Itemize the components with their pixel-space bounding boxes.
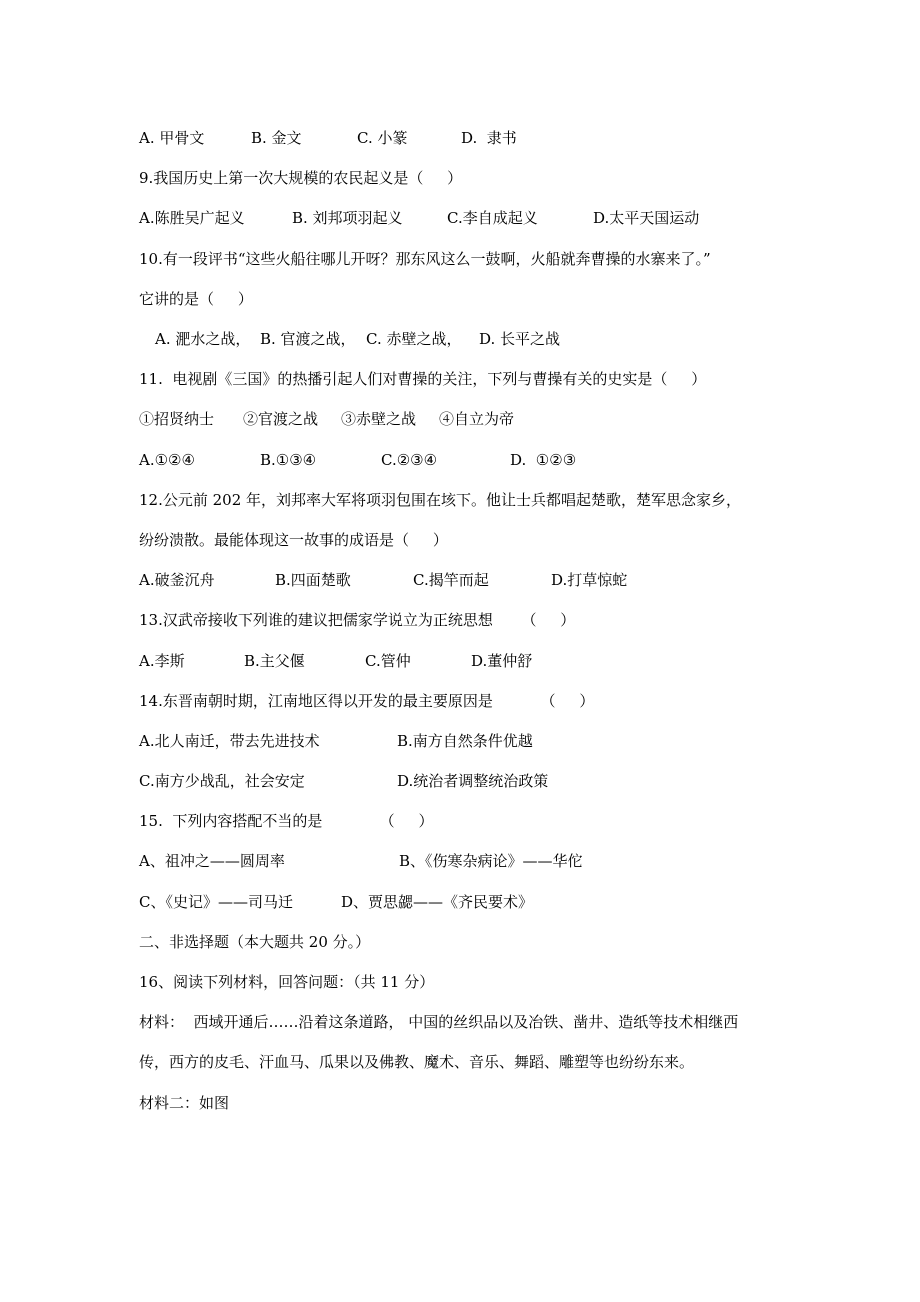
q15-option-a: A、祖冲之——圆周率 — [139, 852, 285, 870]
q13-option-b: B.主父偃 — [244, 652, 305, 670]
q12-option-c: C.揭竿而起 — [413, 571, 489, 589]
q11-option-a: A.①②④ — [139, 451, 195, 469]
q15-options-row2 — [139, 892, 534, 912]
q8-option-b: B. 金文 — [251, 129, 302, 147]
q9-option-b: B. 刘邦项羽起义 — [292, 209, 403, 227]
q12-question-line2: 纷纷溃散。最能体现这一故事的成语是（ ） — [139, 531, 448, 549]
q9-option-c: C.李自成起义 — [447, 209, 538, 227]
q11-item-1: ①招贤纳士 — [139, 410, 215, 428]
q11-options-row — [139, 450, 577, 470]
q15-question: 15. 下列内容搭配不当的是 （ ） — [139, 812, 434, 830]
q14-options-row1 — [139, 731, 533, 751]
q16-material1-line2: 传，西方的皮毛、汗血马、瓜果以及佛教、魔术、音乐、舞蹈、雕塑等也纷纷东来。 — [139, 1053, 695, 1071]
q12-options-row — [139, 570, 628, 590]
q14-question: 14.东晋南朝时期，江南地区得以开发的最主要原因是 （ ） — [139, 692, 595, 710]
q11-items-row — [139, 409, 515, 429]
q8-option-c: C. 小篆 — [357, 129, 408, 147]
q11-option-b: B.①③④ — [260, 451, 317, 469]
q9-question: 9.我国历史上第一次大规模的农民起义是（ ） — [139, 169, 463, 187]
q11-item-3: ③赤壁之战 — [341, 410, 417, 428]
q14-option-b: B.南方自然条件优越 — [397, 732, 533, 750]
q16-question: 16、阅读下列材料，回答问题：（共 11 分） — [139, 973, 435, 991]
q15-option-d: D、贾思勰——《齐民要术》 — [341, 893, 534, 911]
q15-options-row1 — [139, 851, 583, 871]
q15-option-c: C、《史记》——司马迁 — [139, 893, 293, 911]
section2-heading: 二、非选择题（本大题共 20 分。） — [139, 933, 371, 951]
q14-options-row2 — [139, 771, 549, 791]
q14-option-a: A.北人南迁，带去先进技术 — [139, 732, 320, 750]
q10-option-d: D. 长平之战 — [479, 330, 561, 348]
q12-option-a: A.破釜沉舟 — [139, 571, 215, 589]
q10-option-c: C. 赤壁之战， — [366, 330, 462, 348]
q13-option-c: C.管仲 — [365, 652, 411, 670]
q16-material2: 材料二：如图 — [139, 1094, 230, 1112]
q8-options-row — [139, 128, 517, 148]
q12-option-b: B.四面楚歌 — [275, 571, 351, 589]
q8-option-a: A. 甲骨文 — [139, 129, 205, 147]
q13-option-a: A.李斯 — [139, 652, 185, 670]
q13-option-d: D.董仲舒 — [471, 652, 533, 670]
q10-option-b: B. 官渡之战， — [260, 330, 356, 348]
q9-option-a: A.陈胜吴广起义 — [139, 209, 245, 227]
q10-option-a: A. 淝水之战， — [155, 330, 251, 348]
q10-question-line1: 10.有一段评书“这些火船往哪儿开呀？那东风这么一鼓啊，火船就奔曹操的水寨来了。” — [139, 250, 711, 268]
q11-item-2: ②官渡之战 — [243, 410, 319, 428]
q12-question-line1: 12.公元前 202 年，刘邦率大军将项羽包围在垓下。他让士兵都唱起楚歌，楚军思念家乡， — [139, 491, 742, 509]
q11-option-c: C.②③④ — [381, 451, 438, 469]
q13-question: 13.汉武帝接收下列谁的建议把儒家学说立为正统思想 （ ） — [139, 611, 576, 629]
q15-option-b: B、《伤寒杂病论》——华佗 — [399, 852, 583, 870]
q9-options-row — [139, 208, 700, 228]
q12-option-d: D.打草惊蛇 — [551, 571, 628, 589]
q8-option-d: D. 隶书 — [461, 129, 517, 147]
q13-options-row — [139, 651, 533, 671]
q16-material1-line1: 材料： 西域开通后……沿着这条道路， 中国的丝织品以及冶铁、凿井、造纸等技术相继西 — [139, 1013, 739, 1031]
q11-item-4: ④自立为帝 — [439, 410, 515, 428]
q11-option-d: D. ①②③ — [510, 451, 577, 469]
q11-question: 11. 电视剧《三国》的热播引起人们对曹操的关注，下列与曹操有关的史实是（ ） — [139, 370, 707, 388]
q10-options-row — [139, 329, 561, 349]
q14-option-c: C.南方少战乱，社会安定 — [139, 772, 305, 790]
q14-option-d: D.统治者调整统治政策 — [397, 772, 549, 790]
q9-option-d: D.太平天国运动 — [593, 209, 700, 227]
q10-question-line2: 它讲的是（ ） — [139, 290, 253, 308]
